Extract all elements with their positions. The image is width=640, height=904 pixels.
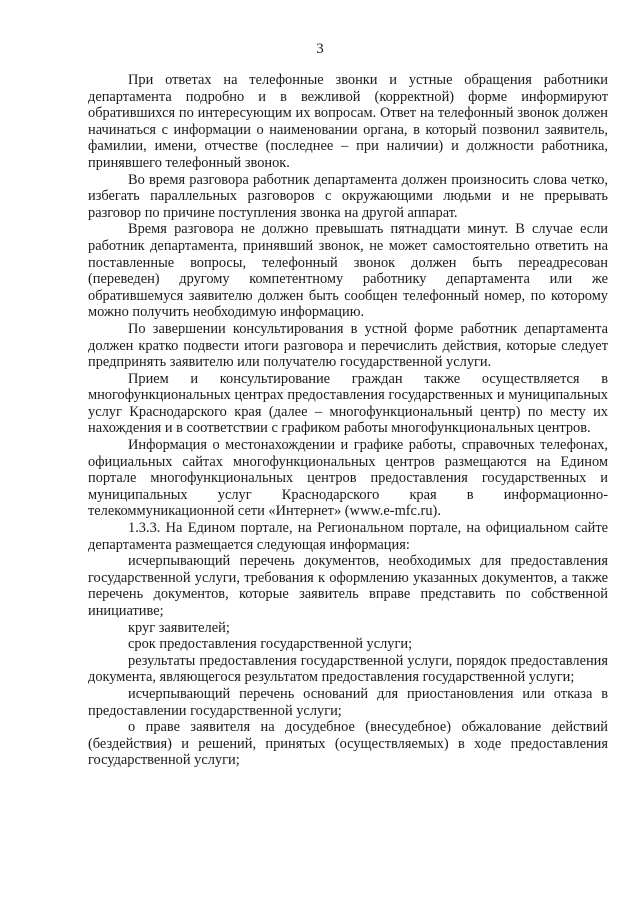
paragraph-section-1-3-3: 1.3.3. На Едином портале, на Региональном портале, на официальном сайте департамента размещается следующая информация: bbox=[88, 520, 608, 553]
paragraph-mfc-information: Информация о местонахождении и графике работы, справочных телефонах, официальных сайтах многофункциональных центров размещаются на Едином портале многофункциональных центров предоставления государственных и муниципальных услуг Краснодарского края в информационно-телекоммуникационной сети «Интернет» (www.e-mfc.ru). bbox=[88, 437, 608, 520]
paragraph-consultation-summary: По завершении консультирования в устной форме работник департамента должен кратко подвести итоги разговора и перечислить действия, которые следует предпринять заявителю или получателю государственной услуги. bbox=[88, 320, 608, 371]
paragraph-service-results: результаты предоставления государственной услуги, порядок предоставления документа, являющегося результатом предоставления государственной услуги; bbox=[88, 652, 608, 686]
page-number: 3 bbox=[316, 41, 324, 57]
paragraph-mfc-reception: Прием и консультирование граждан также осуществляется в многофункциональных центрах предоставления государственных и муниципальных услуг Краснодарского края (далее – многофункциональный центр) по месту их нахождения и в соответствии с графиком работы многофункциональных центров. bbox=[88, 370, 608, 437]
paragraph-phone-answers: При ответах на телефонные звонки и устные обращения работники департамента подробно и в вежливой (корректной) форме информируют обратившихся по интересующим их вопросам. Ответ на телефонный звонок должен начинаться с информации о наименовании органа, в который позвонил заявитель, фамилии, имени, отчестве (последнее – при наличии) и должности работника, принявшего телефонный звонок. bbox=[88, 72, 608, 171]
paragraph-refusal-grounds: исчерпывающий перечень оснований для приостановления или отказа в предоставлении государственной услуги; bbox=[88, 685, 608, 719]
paragraph-conversation-manner: Во время разговора работник департамента должен произносить слова четко, избегать параллельных разговоров с окружающими людьми и не прерывать разговор по причине поступления звонка на другой аппарат. bbox=[88, 171, 608, 221]
paragraph-appeal-right: о праве заявителя на досудебное (внесудебное) обжалование действий (бездействия) и решений, принятых (осуществляемых) в ходе предоставления государственной услуги; bbox=[88, 719, 608, 769]
document-body bbox=[88, 72, 608, 769]
paragraph-documents-list: исчерпывающий перечень документов, необходимых для предоставления государственной услуги, требования к оформлению указанных документов, а также перечень документов, которые заявитель вправе представить по собственной инициативе; bbox=[88, 553, 608, 619]
paragraph-applicants: круг заявителей; bbox=[128, 619, 230, 636]
paragraph-service-term: срок предоставления государственной услуги; bbox=[128, 636, 413, 653]
paragraph-conversation-duration: Время разговора не должно превышать пятнадцати минут. В случае если работник департамента, принявший звонок, не может самостоятельно ответить на поставленные вопросы, телефонный звонок должен быть переадресован (переведен) другому компетентному работнику департамента или же обратившемуся заявителю должен быть сообщен телефонный номер, по которому можно получить необходимую информацию. bbox=[88, 221, 608, 321]
